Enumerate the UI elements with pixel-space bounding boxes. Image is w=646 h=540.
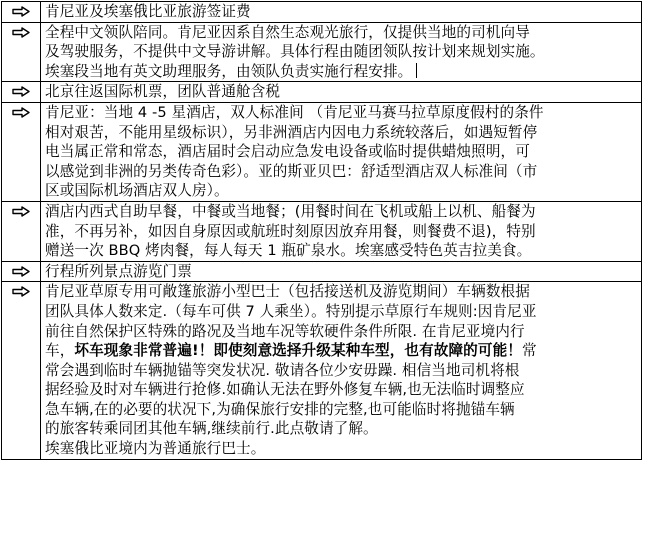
bullet-cell <box>2 282 41 459</box>
text-line: 酒店内西式自助早餐，中餐或当地餐；(用餐时间在飞机或船上以机、船餐为 <box>45 202 536 220</box>
bullet-cell <box>2 2 41 23</box>
pointing-hand-arrow-icon <box>12 266 30 277</box>
visa-fee-text <box>41 2 642 23</box>
text-line: 前往自然保护区特殊的路况及当地车况等软硬件条件所限. 在肯尼亚境内行 <box>45 322 525 340</box>
text-line: 区或国际机场酒店双人房）。 <box>45 182 229 200</box>
bullet-cell <box>2 261 41 282</box>
text-line: 肯尼亚：当地 4 -5 星酒店，双人标准间 （肯尼亚马赛马拉草原度假村的条件 <box>45 103 544 121</box>
text-line: 据经验及时对车辆进行抢修.如确认无法在野外修复车辆,也无法临时调整应 <box>45 381 525 399</box>
text-line: 肯尼亚草原专用可敞篷旅游小型巴士（包括接送机及游览期间）车辆数根据 <box>45 283 530 301</box>
pointing-hand-arrow-icon <box>12 6 30 17</box>
bullet-cell <box>2 201 41 261</box>
text-segment: 埃塞段当地有英文助理服务，由领队负责实施行程安排。 <box>45 62 413 80</box>
text-line: 以感觉到非洲的另类传奇色彩）。亚的斯亚贝巴：舒适型酒店双人标准间（市 <box>45 162 538 180</box>
bullet-cell <box>2 102 41 201</box>
text-line: 北京往返国际机票，团队普通舱含税 <box>45 83 281 101</box>
table-row <box>2 82 642 103</box>
text-line: 电当属正常和常态，酒店届时会启动应急发电设备或临时提供蜡烛照明，可 <box>45 143 530 161</box>
tickets-text <box>41 261 642 282</box>
pointing-hand-arrow-icon <box>12 107 30 118</box>
text-line: 常会遇到临时车辆抛锚等突发状况. 敬请各位少安毋躁. 相信当地司机将根 <box>45 361 520 379</box>
text-line: 行程所列景点游览门票 <box>45 262 192 280</box>
text-line: 肯尼亚及埃塞俄比亚旅游签证费 <box>45 3 251 20</box>
text-line: 全程中文领队陪同。肯尼亚因系自然生态观光旅行，仅提供当地的司机向导 <box>45 23 530 41</box>
pointing-hand-arrow-icon <box>12 86 30 97</box>
bullet-cell <box>2 82 41 103</box>
text-line: 团队具体人数来定.（每车可供 7 人乘坐）。特别提示草原行车规则:因肯尼亚 <box>45 302 537 320</box>
text-line: 急车辆,在的必要的状况下,为确保旅行安排的完整,也可能临时将抛锚车辆 <box>45 400 515 418</box>
table-row <box>2 22 642 82</box>
table-row <box>2 261 642 282</box>
table-row <box>2 282 642 459</box>
bullet-cell <box>2 22 41 82</box>
text-line: 相对艰苦，不能用星级标识），另非洲酒店内因电力系统较落后，如遇短暂停 <box>45 123 538 141</box>
vehicle-warning-bold: 坏车现象非常普遍!！即使刻意选择升级某种车型，也有故障的可能！ <box>74 342 522 360</box>
pointing-hand-arrow-icon <box>12 286 30 297</box>
text-segment: 车， <box>45 342 75 360</box>
pointing-hand-arrow-icon <box>12 27 30 38</box>
text-line <box>45 62 638 82</box>
meals-text <box>41 201 642 261</box>
text-cursor <box>416 63 417 78</box>
airfare-text <box>41 82 642 103</box>
text-segment: 常 <box>521 342 537 360</box>
table-row <box>2 201 642 261</box>
table-row <box>2 2 642 23</box>
text-line: 及驾驶服务，不提供中文导游讲解。具体行程由随团领队按计划来规划实施。 <box>45 43 545 61</box>
text-line: 准，不再另补，如因自身原因或航班时刻原因放弃用餐，则餐费不退)，特别 <box>45 222 536 240</box>
pointing-hand-arrow-icon <box>12 206 30 217</box>
included-fees-table <box>1 1 642 460</box>
hotel-text <box>41 102 642 201</box>
transport-text <box>41 282 642 459</box>
text-line: 的旅客转乘同团其他车辆,继续前行.此点敬请了解。 <box>45 420 378 438</box>
table-row <box>2 102 642 201</box>
text-line <box>45 341 638 361</box>
text-line: 赠送一次 BBQ 烤肉餐，每人每天 1 瓶矿泉水。埃塞感受特色英吉拉美食。 <box>45 242 532 260</box>
text-line: 埃塞俄比亚境内为普通旅行巴士。 <box>45 440 266 458</box>
tour-leader-text[interactable] <box>41 22 642 82</box>
